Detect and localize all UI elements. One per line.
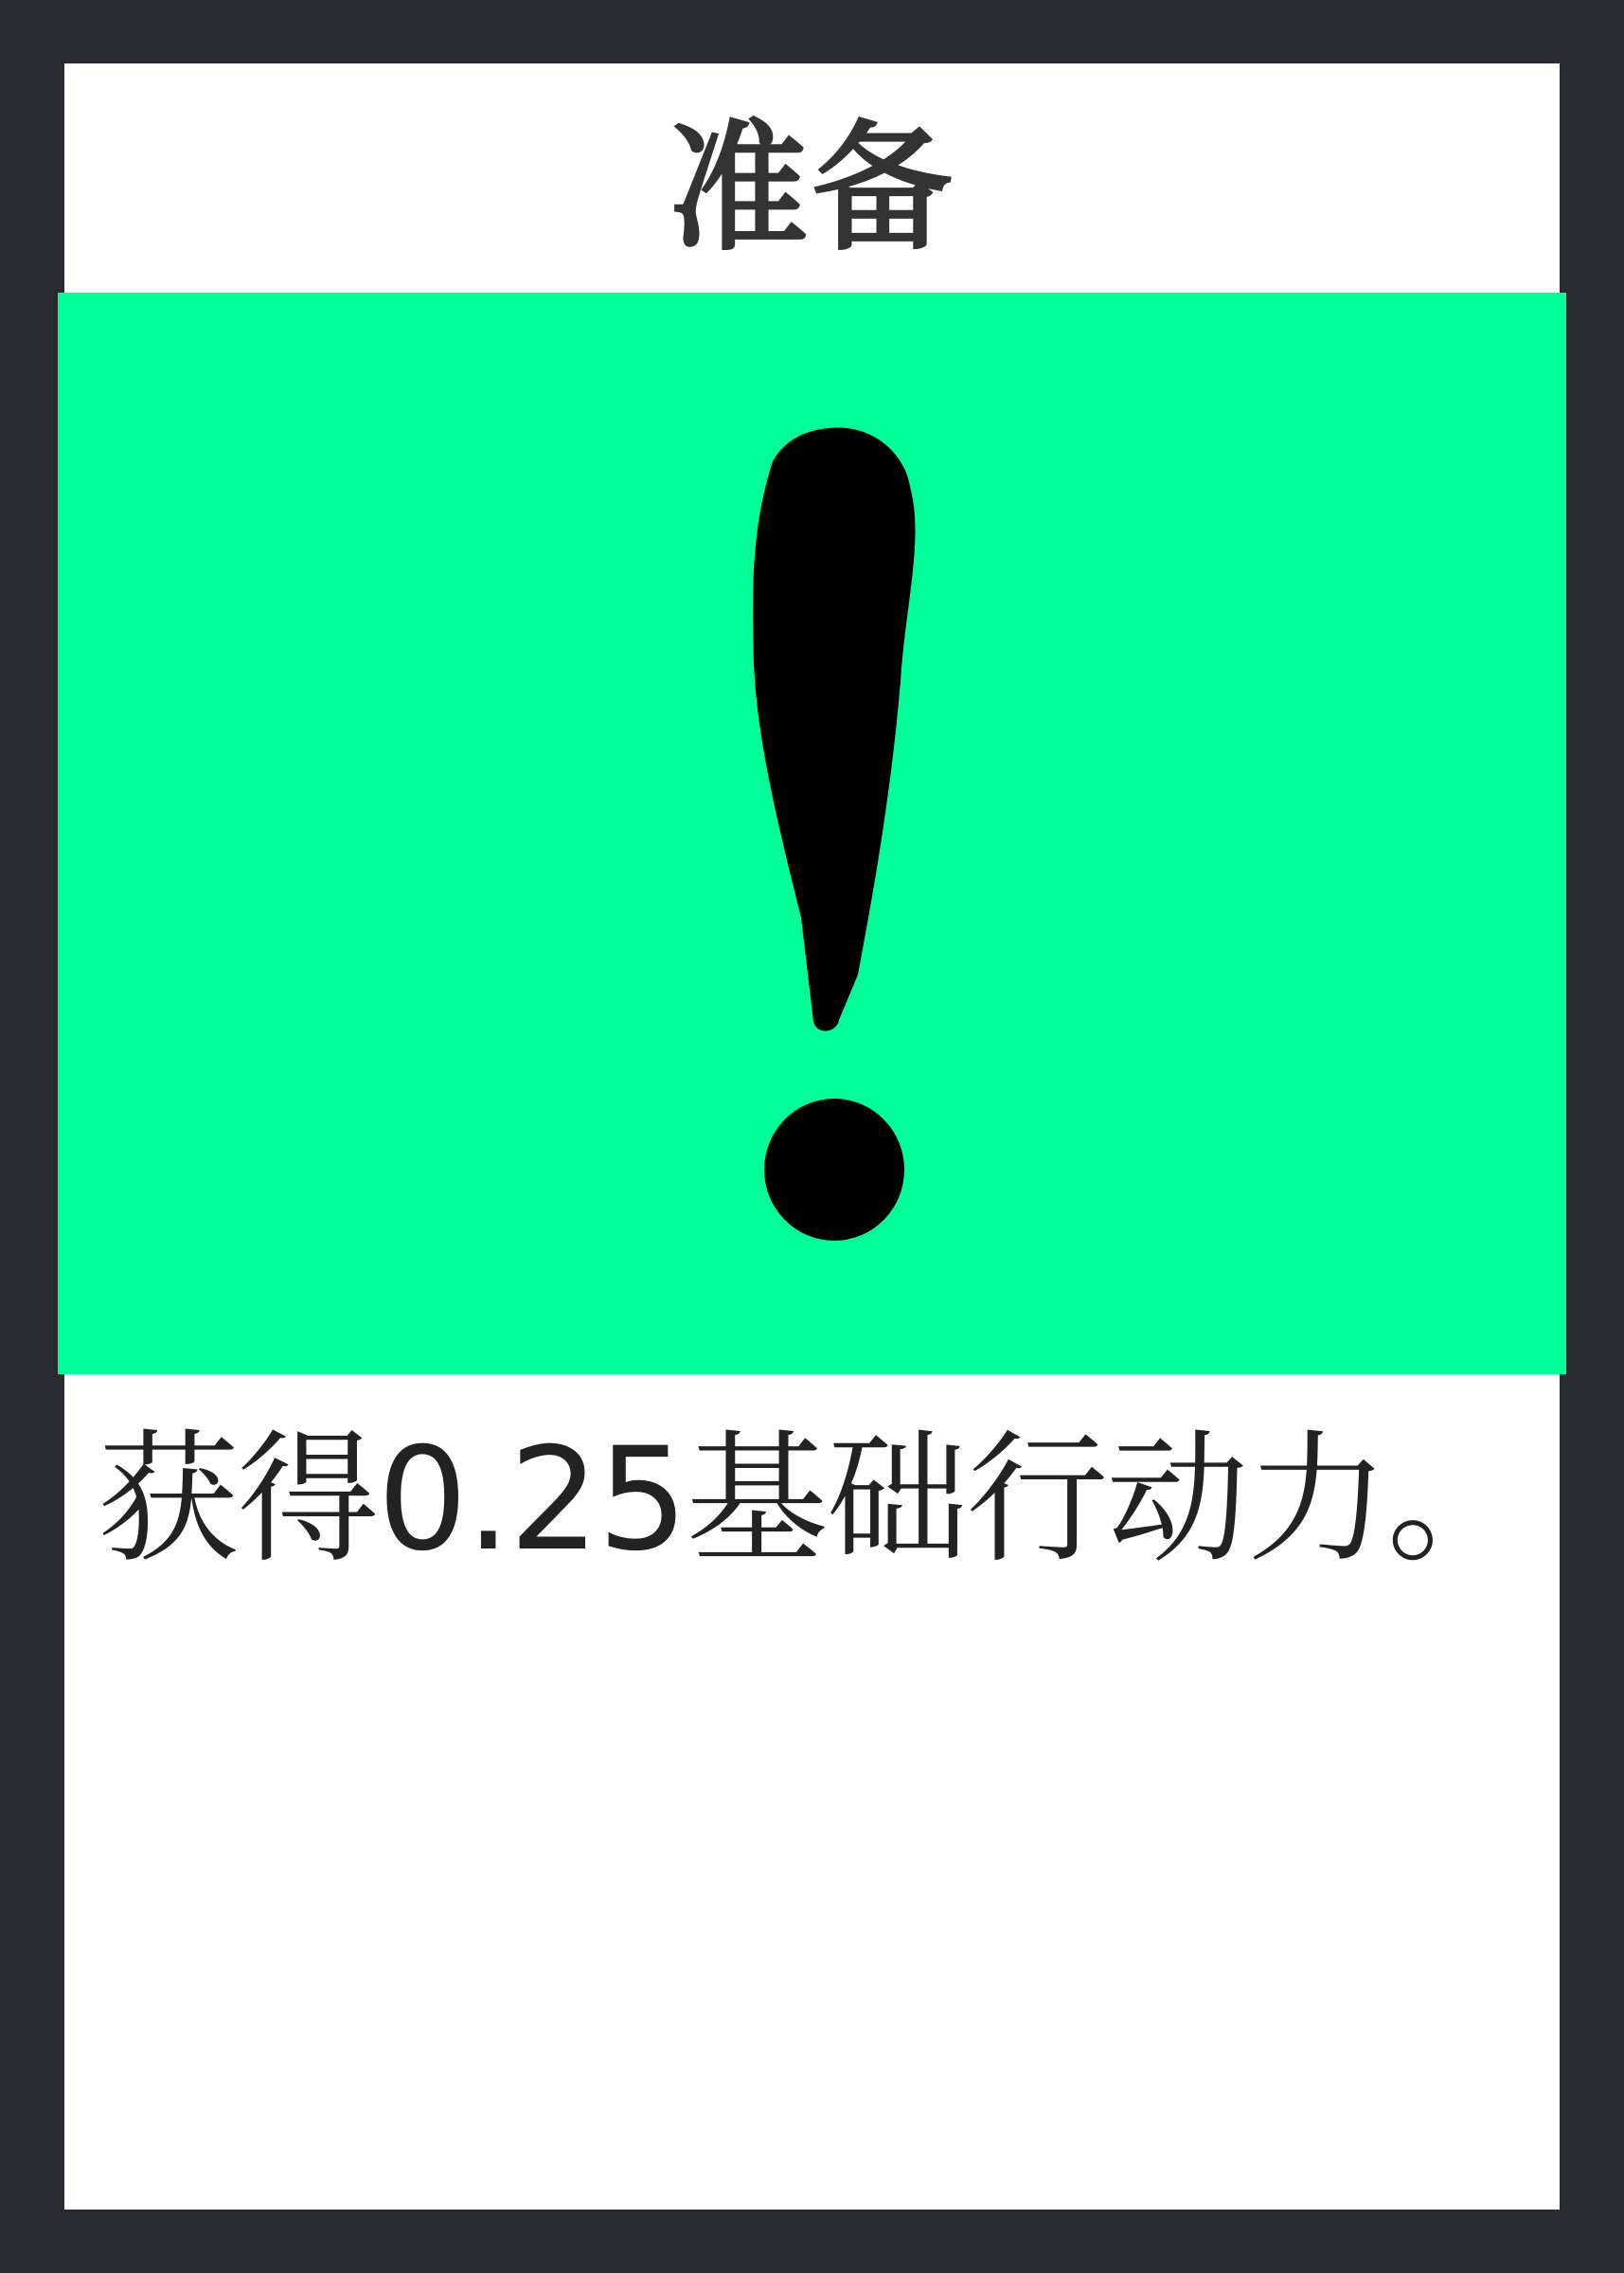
card-art: [58, 293, 1566, 1374]
exclamation-stroke: [753, 427, 915, 1030]
card-description: 获得0.25基础行动力。: [97, 1418, 1527, 1583]
card-title: 准备: [668, 107, 956, 270]
exclamation-mark-icon: [58, 293, 1566, 1374]
exclamation-dot: [764, 1099, 904, 1241]
